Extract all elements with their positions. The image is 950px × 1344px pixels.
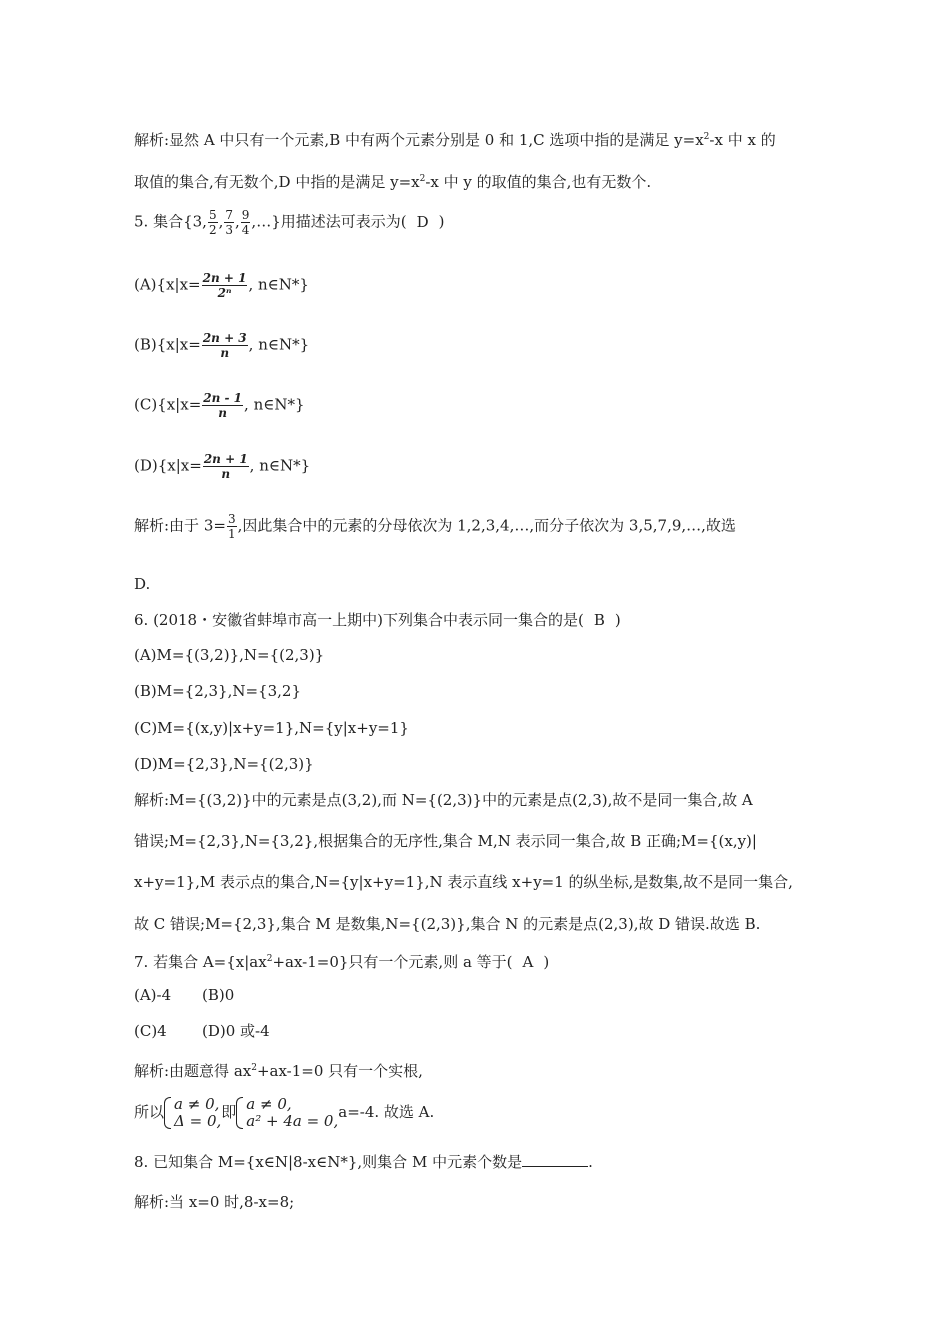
q7-stem-text: 7. 若集合 A={x|ax [134,953,267,971]
q6-option-d: (D)M={2,3},N={(2,3)} [134,755,314,773]
option-prefix: (D){x|x= [134,456,202,475]
fraction-denominator: 4 [241,223,250,237]
fraction-denominator: n [221,467,231,481]
q7-answer: A [522,953,534,971]
fraction-numerator: 2n + 3 [202,331,247,345]
q4-solution-text: 取值的集合,有无数个,D 中指的是满足 y=x [134,173,420,191]
q7-solution-text: a=-4. 故选 A. [338,1103,435,1121]
q8-stem-text: . [588,1153,593,1171]
q6-answer: B [593,611,605,629]
q6-solution-line-1: 解析:M={(3,2)}中的元素是点(3,2),而 N={(2,3)}中的元素是点(2,3),故不是同一集合,故 A [134,791,753,809]
equation: a² + 4a = 0, [246,1112,339,1130]
q6-stem [134,610,621,630]
q7-solution-text: 所以 [134,1103,165,1121]
fraction [241,208,251,237]
q7-solution-line-2 [134,1094,434,1130]
fraction-numerator: 9 [241,208,250,222]
q7-option-d: (D)0 或-4 [202,1022,270,1040]
option-suffix: , n∈N*} [249,456,311,475]
q5-option-c [134,391,305,420]
q8-stem [134,1152,593,1172]
q6-stem-text: 6. (2018・安徽省蚌埠市高一上期中)下列集合中表示同一集合的是( [134,611,584,629]
equation: a ≠ 0, [246,1095,292,1113]
q4-solution-line-2 [134,169,651,192]
q5-solution-text: 解析:由于 3= [134,516,226,535]
q4-solution-text: -x 中 x 的 [709,131,776,149]
q8-stem-text: 8. 已知集合 M={x∈N|8-x∈N*},则集合 M 中元素个数是 [134,1153,523,1171]
q7-stem [134,949,549,972]
q6-solution-line-3: x+y=1},M 表示点的集合,N={y|x+y=1},N 表示直线 x+y=1 的纵坐标,是数集,故不是同一集合, [134,873,793,891]
option-suffix: , n∈N*} [248,335,310,354]
fraction-denominator: n [218,406,228,420]
q7-stem-text: +ax-1=0}只有一个元素,则 a 等于( [272,953,513,971]
fraction [227,512,237,541]
q4-solution-line-1 [134,127,776,150]
fraction-numerator: 2n - 1 [203,391,243,405]
equation: Δ = 0, [174,1112,222,1130]
q7-option-c: (C)4 [134,1022,167,1040]
q5-option-a [134,271,309,300]
fraction-numerator: 3 [227,512,236,526]
q7-solution-text: 解析:由题意得 ax [134,1062,252,1080]
exponent: 2 [703,132,710,142]
fraction-denominator: 3 [225,223,233,237]
q4-solution-text: -x 中 y 的取值的集合,也有无数个. [425,173,652,191]
option-prefix: (A){x|x= [134,275,201,294]
option-prefix: (C){x|x= [134,395,202,414]
fraction-numerator: 2n + 1 [203,452,248,466]
fraction-denominator: 1 [227,527,236,541]
fraction [208,208,218,237]
q8-solution-line-1: 解析:当 x=0 时,8-x=8; [134,1193,295,1211]
fraction [202,391,243,420]
fraction-denominator: 2ⁿ [217,286,232,300]
q7-options-row-1 [134,985,234,1005]
option-suffix: , n∈N*} [248,275,309,294]
fraction [202,271,248,300]
fraction [203,452,249,481]
answer-blank[interactable] [522,1152,588,1167]
equation: a ≠ 0, [174,1095,220,1113]
q7-option-b: (B)0 [202,986,235,1004]
q6-solution-line-2: 错误;M={2,3},N={3,2},根据集合的无序性,集合 M,N 表示同一集合,故 B 正确;M={(x,y)| [134,832,757,850]
fraction [202,331,248,360]
equation-system [164,1096,221,1130]
fraction-numerator: 2n + 1 [202,271,247,285]
fraction [224,208,234,237]
q5-solution-text: ,因此集合中的元素的分母依次为 1,2,3,4,…,而分子依次为 3,5,7,9,…,故选 [237,516,736,535]
q7-option-a: (A)-4 [134,986,172,1004]
exponent: 2 [419,174,426,184]
option-suffix: , n∈N*} [244,395,305,414]
q5-stem-text: ,…}用描述法可表示为( [251,212,407,231]
fraction-numerator: 5 [208,208,217,222]
q5-option-d [134,452,310,481]
q5-solution-line-1 [134,512,736,541]
q5-answer: D [416,212,429,231]
fraction-denominator: n [220,346,230,360]
equation-system [236,1096,338,1130]
q6-option-c: (C)M={(x,y)|x+y=1},N={y|x+y=1} [134,719,409,737]
q6-stem-text: ) [614,611,621,629]
option-prefix: (B){x|x= [134,335,201,354]
q6-option-a: (A)M={(3,2)},N={(2,3)} [134,646,325,664]
q5-solution-line-2: D. [134,575,151,593]
q6-solution-line-4: 故 C 错误;M={2,3},集合 M 是数集,N={(2,3)},集合 N 的元素是点(2,3),故 D 错误.故选 B. [134,915,761,933]
q7-stem-text: ) [543,953,550,971]
q4-solution-text: 解析:显然 A 中只有一个元素,B 中有两个元素分别是 0 和 1,C 选项中指的是满足 y=x [134,131,704,149]
exponent: 2 [251,1063,257,1073]
q5-stem-text: ) [438,212,445,231]
q7-options-row-2 [134,1021,270,1041]
q7-solution-text: +ax-1=0 只有一个实根, [256,1062,423,1080]
q6-option-b: (B)M={2,3},N={3,2} [134,682,301,700]
q5-stem: 5. 集合{3, $\frac{5}{2}$ , $\frac{7}{3}$ , $\frac{9}{4}$ ,…}用描述法可表示为( D ) [134,208,445,237]
fraction-numerator: 7 [225,208,233,222]
exponent: 2 [266,954,273,964]
q7-solution-text: 即 [221,1103,237,1121]
q5-option-b [134,331,309,360]
q5-stem-text: 5. 集合{3, [134,212,207,231]
fraction-denominator: 2 [208,223,217,237]
q7-solution-line-1 [134,1058,423,1081]
